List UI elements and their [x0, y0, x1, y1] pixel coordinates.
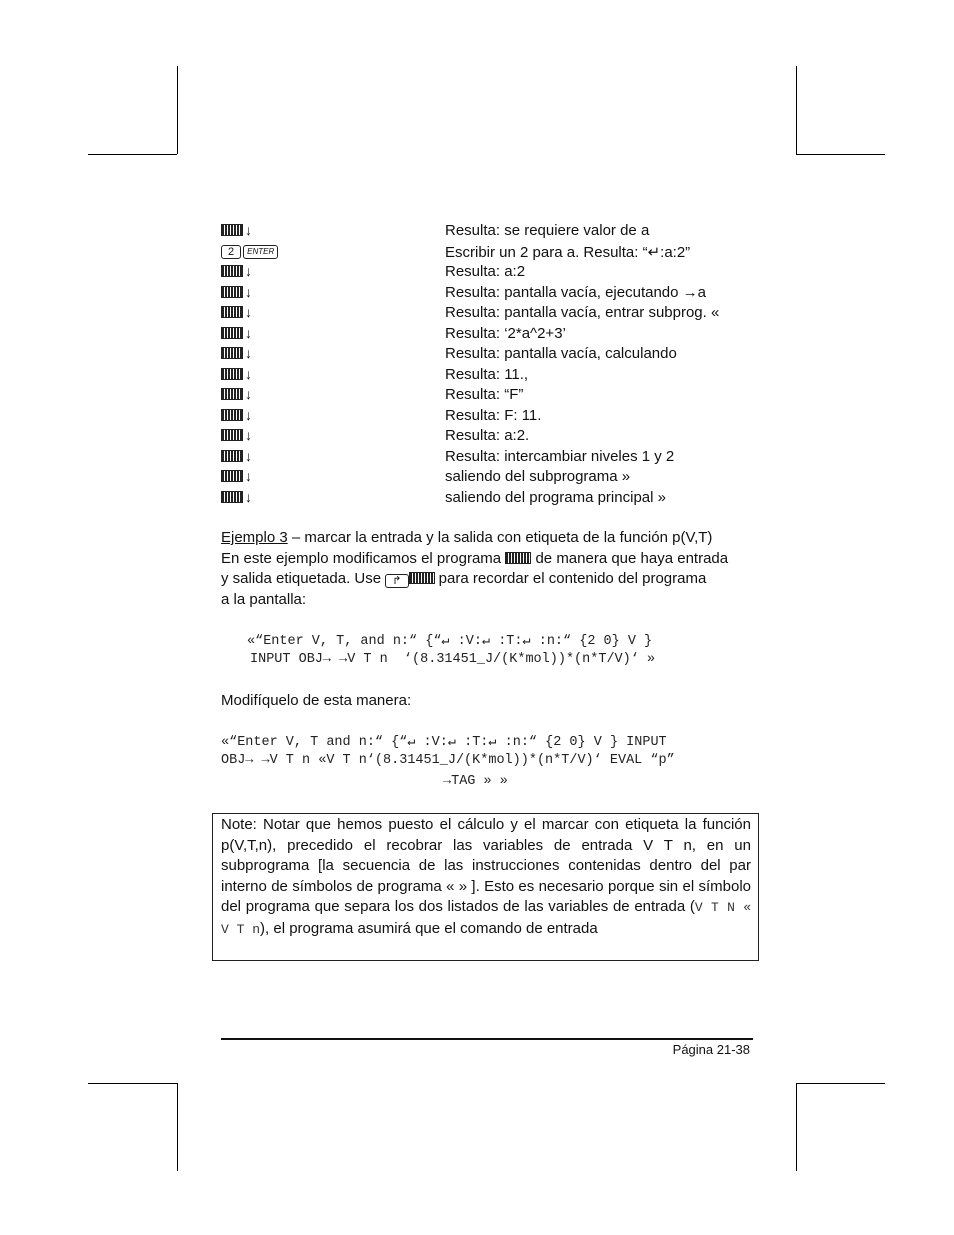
step-row [221, 222, 761, 242]
step-row [221, 468, 761, 488]
down-arrow-icon: ↓ [245, 427, 252, 443]
step-row [221, 304, 761, 324]
two-key: 2 [221, 245, 241, 259]
sst-softkey [221, 429, 243, 441]
step-row [221, 345, 761, 365]
page-number: Página 21-38 [672, 1042, 750, 1057]
keystroke [221, 224, 252, 236]
crop-mark-tl-h [88, 154, 177, 155]
keystroke [221, 470, 252, 482]
down-arrow-icon: ↓ [245, 324, 252, 341]
step-result: Resulta: ‘2*a^2+3’ [445, 324, 566, 342]
step-result: Resulta: F: 11. [445, 406, 542, 424]
step-result: saliendo del subprograma » [445, 468, 631, 485]
step-result: Resulta: pantalla vacía, entrar subprog. « [445, 304, 720, 321]
down-arrow-icon: ↓ [245, 365, 252, 382]
keystroke [221, 265, 252, 277]
sst-softkey [221, 286, 243, 298]
sst-softkey [221, 265, 243, 277]
example-line-2b: de manera que haya entrada [531, 549, 729, 567]
sst-softkey [221, 306, 243, 318]
down-arrow-icon: ↓ [245, 406, 252, 423]
code-block-original-line1: «“Enter V, T, and n:“ {“↵ :V:↵ :T:↵ :n:“ {2 0} V } [247, 634, 653, 649]
step-result: Escribir un 2 para a. Resulta: “↵:a:2” [445, 243, 691, 261]
keystroke [221, 245, 278, 259]
keystroke [221, 488, 252, 505]
step-result: Resulta: pantalla vacía, ejecutando →a [445, 283, 706, 301]
step-row [221, 448, 761, 468]
down-arrow-icon: ↓ [245, 304, 252, 320]
program-softkey [505, 552, 531, 564]
step-result: Resulta: a:2 [445, 263, 526, 280]
program-softkey-recall [409, 572, 435, 584]
crop-mark-bl-v [177, 1083, 178, 1171]
keystroke [221, 347, 252, 359]
keystroke [221, 447, 252, 464]
crop-mark-tr-h [796, 154, 885, 155]
example-line-2a: En este ejemplo modificamos el programa [221, 549, 506, 567]
crop-mark-br-v [796, 1083, 797, 1171]
example-line-3b: para recordar el contenido del programa [434, 570, 707, 587]
step-result: Resulta: “F” [445, 386, 524, 403]
step-row [221, 325, 761, 345]
sst-softkey [221, 409, 243, 421]
sst-softkey [221, 388, 243, 400]
code-block-modified-line1: «“Enter V, T and n:“ {“↵ :V:↵ :T:↵ :n:“ {2 0} V } INPUT [221, 735, 667, 750]
right-shift-key: ↱ [385, 574, 408, 588]
example-paragraph [221, 528, 751, 610]
crop-mark-bl-h [88, 1083, 177, 1084]
down-arrow-icon: ↓ [245, 345, 252, 361]
down-arrow-icon: ↓ [245, 386, 252, 402]
step-result: Resulta: pantalla vacía, calculando [445, 345, 677, 362]
sst-softkey [221, 470, 243, 482]
sst-softkey [221, 347, 243, 359]
sst-softkey [221, 224, 243, 236]
crop-mark-tr-v [796, 66, 797, 154]
down-arrow-icon: ↓ [245, 488, 252, 505]
down-arrow-icon: ↓ [245, 263, 252, 279]
code-block-modified-line2: OBJ→ →V T n «V T n‘(8.31451_J/(K*mol))*(n*T/V)‘ EVAL “p” [221, 753, 675, 768]
example-line-3a: y salida etiquetada. Use [221, 570, 386, 587]
sst-softkey [221, 491, 243, 503]
step-row [221, 489, 761, 509]
code-block-original-line2: INPUT OBJ→ →V T n ‘(8.31451_J/(K*mol))*(n*T/V)‘ » [250, 652, 656, 667]
step-row [221, 407, 761, 427]
down-arrow-icon: ↓ [245, 447, 252, 464]
note-text-b: ), el programa asumirá que el comando de entrada [260, 919, 598, 937]
footer-rule [221, 1038, 753, 1040]
code-block-modified-line3: →TAG » » [443, 774, 508, 789]
note-text [221, 815, 751, 940]
note-code: V T N « V T n [221, 900, 752, 937]
keystroke [221, 388, 252, 400]
keystroke [221, 406, 252, 423]
step-result: saliendo del programa principal » [445, 488, 666, 506]
step-row [221, 284, 761, 304]
keystroke [221, 365, 252, 382]
sst-softkey [221, 450, 243, 462]
sst-softkey [221, 327, 243, 339]
crop-mark-tl-v [177, 66, 178, 154]
modify-instruction: Modifíquelo de esta manera: [221, 692, 412, 709]
step-row [221, 427, 761, 447]
step-row [221, 263, 761, 283]
down-arrow-icon: ↓ [245, 222, 252, 238]
step-row [221, 366, 761, 386]
step-result: Resulta: intercambiar niveles 1 y 2 [445, 447, 675, 465]
keystroke [221, 429, 252, 441]
step-result: Resulta: a:2. [445, 427, 530, 444]
enter-key: ENTER [243, 245, 278, 259]
example-title-rest: – marcar la entrada y la salida con etiqueta de la función p(V,T) [287, 529, 713, 546]
down-arrow-icon: ↓ [245, 468, 252, 484]
example-title: Ejemplo 3 [221, 529, 288, 546]
step-row [221, 386, 761, 406]
step-row [221, 243, 761, 263]
keystroke [221, 283, 252, 300]
step-result: Resulta: 11., [445, 365, 529, 383]
step-result: Resulta: se requiere valor de a [445, 222, 650, 239]
crop-mark-br-h [796, 1083, 885, 1084]
keystroke [221, 324, 252, 341]
example-line-4: a la pantalla: [221, 590, 307, 608]
note-text-a: Note: Notar que hemos puesto el cálculo y el marcar con etiqueta la función p(V,T,n), precedido el recobrar las variables de entrada V T n, en un subprograma [la secuencia de las instrucciones contenidas dentro del par interno de símbolos de programa « » ]. Esto es necesario porque sin el símbolo del programa que separa los dos listados de las variables de entrada ( [221, 816, 751, 915]
down-arrow-icon: ↓ [245, 283, 252, 300]
sst-softkey [221, 368, 243, 380]
keystroke [221, 306, 252, 318]
